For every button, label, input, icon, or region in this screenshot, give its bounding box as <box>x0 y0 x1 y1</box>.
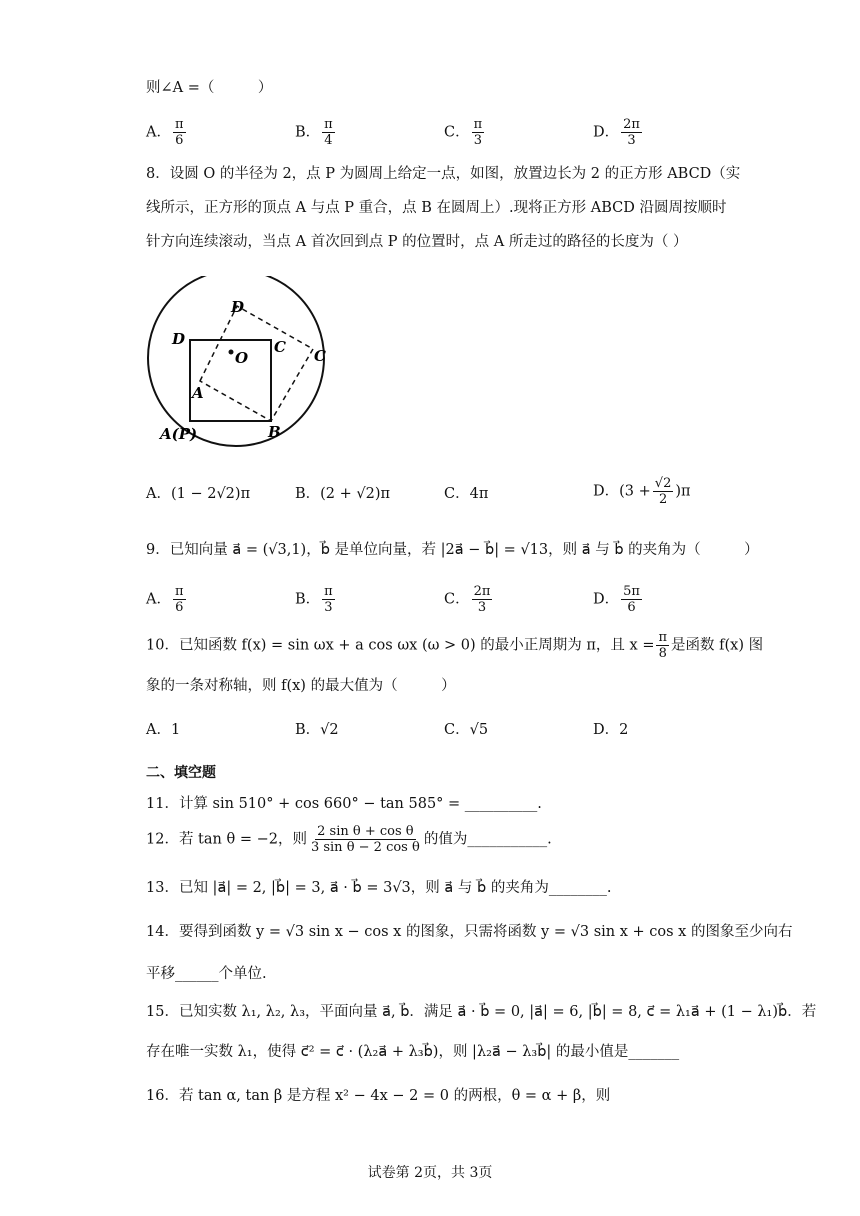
dashed-square <box>200 306 313 421</box>
q10-line-2: 象的一条对称轴，则 f(x) 的最大值为（ ） <box>146 678 456 694</box>
q8-line-3: 针方向连续滚动，当点 A 首次回到点 P 的位置时，点 A 所走过的路径的长度为（ ） <box>146 234 688 250</box>
q14-line-1: 14．要得到函数 y = √3 sin x − cos x 的图象，只需将函数 y = √3 sin x + cos x 的图象至少向右 <box>146 924 793 940</box>
q14-line-2: 平移______个单位. <box>146 966 267 982</box>
q8-line-1: 8．设圆 O 的半径为 2，点 P 为圆周上给定一点，如图，放置边长为 2 的正方形 ABCD（实 <box>146 166 741 182</box>
q9-option-a[interactable]: A． $\frac{\pi}{6}$ <box>146 584 184 615</box>
q9-option-c[interactable]: C． $\frac{2\pi}{3}$ <box>444 584 491 615</box>
label-b: B <box>268 423 281 441</box>
label-d-solid: D <box>172 330 186 348</box>
page-footer: 试卷第 2页，共 3页 <box>367 1165 493 1181</box>
q9-text: 9．已知向量 a⃗ = (√3,1)，b⃗ 是单位向量，若 |2a⃗ − b⃗| = √13，则 a⃗ 与 b⃗ 的夹角为（ ） <box>146 542 759 558</box>
q10-option-d[interactable]: D．2 <box>593 722 629 738</box>
q15-line-2: 存在唯一实数 λ₁，使得 c⃗² = c⃗ · (λ₂a⃗ + λ₃b⃗)，则 |λ₂a⃗ − λ₃b⃗| 的最小值是_______ <box>146 1044 680 1060</box>
q10-option-a[interactable]: A．1 <box>146 722 181 738</box>
section-fill-in-title: 二、填空题 <box>146 765 216 781</box>
label-a-dashed: A <box>192 384 204 402</box>
label-c-dashed: C <box>314 347 326 365</box>
q7-tail: 则∠A =（ ） <box>146 80 273 96</box>
q11-text: 11．计算 sin 510° + cos 660° − tan 585° = __________. <box>146 796 542 812</box>
q7-option-c[interactable]: C． $\frac{\pi}{3}$ <box>444 117 483 148</box>
q12-text: 12．若 tan θ = −2，则 $\frac{\text{2 sin θ + cos θ}}{\text{3 sin θ − 2 cos θ}}$ 的值为___________. <box>146 824 552 855</box>
q7-option-d[interactable]: D． $\frac{2\pi}{3}$ <box>593 117 640 148</box>
q10-option-c[interactable]: C．√5 <box>444 722 489 738</box>
q8-figure <box>140 276 350 454</box>
label-d-dashed: D <box>231 298 245 316</box>
q8-option-a[interactable]: A．(1 − 2√2)π <box>146 486 251 502</box>
q13-text: 13．已知 |a⃗| = 2, |b⃗| = 3, a⃗ · b⃗ = 3√3，则 a⃗ 与 b⃗ 的夹角为________. <box>146 880 612 896</box>
q8-option-b[interactable]: B．(2 + √2)π <box>295 486 391 502</box>
q10-line-1: 10．已知函数 f(x) = sin ωx + a cos ωx (ω > 0) 的最小正周期为 π，且 x = $\frac{\pi}{8}$ 是函数 f(x) 图 <box>146 630 764 661</box>
q8-line-2: 线所示，正方形的顶点 A 与点 P 重合，点 B 在圆周上）.现将正方形 ABCD 沿圆周按顺时 <box>146 200 727 216</box>
q8-option-d[interactable]: D．(3 + $\frac{√2}{2}$ )π <box>593 476 691 507</box>
q9-option-b[interactable]: B． $\frac{\pi}{3}$ <box>295 584 333 615</box>
label-ap: A(P) <box>160 425 198 443</box>
q9-option-d[interactable]: D． $\frac{5\pi}{6}$ <box>593 584 640 615</box>
center-dot <box>229 350 234 355</box>
q7-option-b[interactable]: B． $\frac{\pi}{4}$ <box>295 117 333 148</box>
q10-option-b[interactable]: B．√2 <box>295 722 339 738</box>
q15-line-1: 15．已知实数 λ₁, λ₂, λ₃，平面向量 a⃗, b⃗．满足 a⃗ · b⃗ = 0, |a⃗| = 6, |b⃗| = 8, c⃗ = λ₁a⃗ + (1 − λ₁)b⃗．若 <box>146 1004 817 1020</box>
q16-text: 16．若 tan α, tan β 是方程 x² − 4x − 2 = 0 的两根，θ = α + β，则 <box>146 1088 611 1104</box>
label-o: O <box>235 349 249 367</box>
q8-option-c[interactable]: C．4π <box>444 486 489 502</box>
q7-option-a[interactable]: A． $\frac{\pi}{6}$ <box>146 117 184 148</box>
label-c-solid: C <box>274 338 286 356</box>
